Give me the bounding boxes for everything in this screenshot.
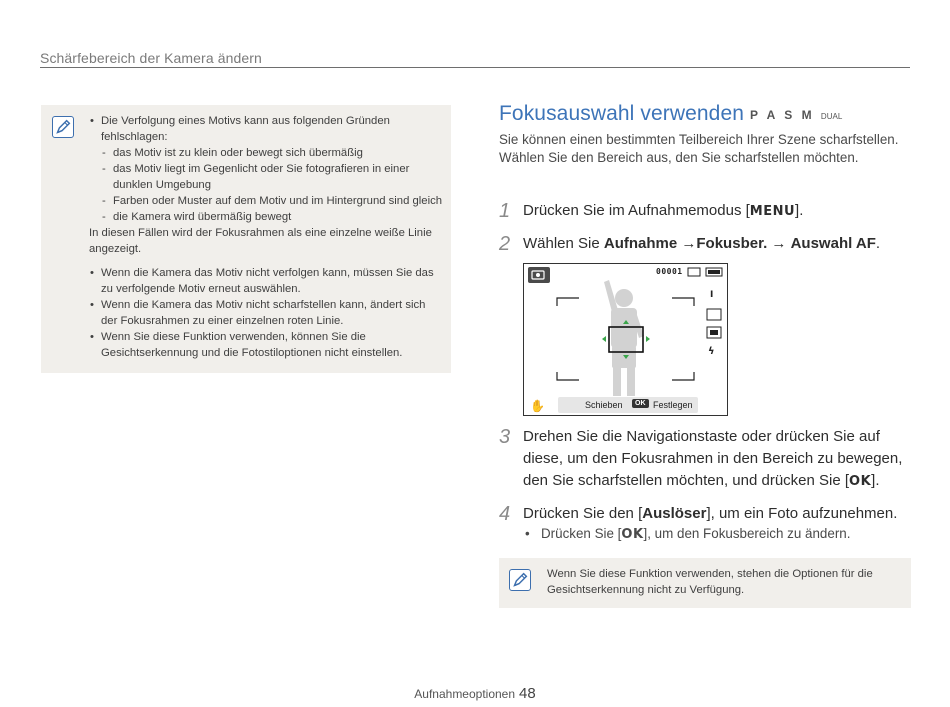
note-dash: - das Motiv liegt im Gegenlicht oder Sie fotografieren in einer dunklen Umgebung <box>89 161 443 193</box>
mode-icons: P A S M DUAL <box>750 108 843 122</box>
note-icon <box>509 569 531 591</box>
section-intro: Sie können einen bestimmten Teilbereich Ihrer Szene scharfstellen. Wählen Sie den Bereich aus, den Sie scharfstellen möchten. <box>499 132 899 165</box>
note-icon <box>52 116 74 138</box>
shot-counter: 00001 <box>656 267 683 276</box>
note-bullet: • Wenn Sie diese Funktion verwenden, können Sie die Gesichtserkennung und die Fotostiloptionen nicht einstellen. <box>89 329 443 361</box>
section-title: Fokusauswahl verwenden <box>499 102 745 125</box>
note-dash: - das Motiv ist zu klein oder bewegt sich übermäßig <box>89 145 443 161</box>
move-label: Schieben <box>585 400 623 410</box>
header-title: Schärfebereich der Kamera ändern <box>40 50 262 66</box>
header-rule <box>40 67 910 68</box>
note-dash: - Farben oder Muster auf dem Motiv und im Hintergrund sind gleich <box>89 193 443 209</box>
camera-guide-bar <box>558 397 698 413</box>
page-number: 48 <box>519 685 536 702</box>
right-note-text: Wenn Sie diese Funktion verwenden, stehen die Optionen für die Gesichtserkennung nicht zu Verfügung. <box>547 568 873 596</box>
note-bullet: • Wenn die Kamera das Motiv nicht scharfstellen kann, ändert sich der Fokusrahmen zu einer einzelnen roten Linie. <box>89 297 443 329</box>
note-bullet: • Wenn die Kamera das Motiv nicht verfolgen kann, müssen Sie das zu verfolgende Motiv erneut auswählen. <box>89 265 443 297</box>
left-note-box <box>41 105 451 373</box>
left-note-content <box>89 113 443 361</box>
right-note-box <box>499 558 911 608</box>
page-footer <box>0 685 950 702</box>
footer-section: Aufnahmeoptionen <box>414 687 516 701</box>
fix-label: Festlegen <box>653 400 693 410</box>
note-dash: - die Kamera wird übermäßig bewegt <box>89 209 443 225</box>
ok-badge: OK <box>632 399 649 408</box>
note-bullet: • Die Verfolgung eines Motivs kann aus folgenden Gründen fehlschlagen: <box>89 113 443 145</box>
note-plain: In diesen Fällen wird der Fokusrahmen als eine einzelne weiße Linie angezeigt. <box>89 227 432 255</box>
camera-screen <box>523 263 728 416</box>
step-4-sub-bullet: • Drücken Sie [OK], um den Fokusbereich zu ändern. <box>523 526 850 542</box>
svg-text:I: I <box>710 290 714 300</box>
svg-text:ϟ: ϟ <box>708 346 715 357</box>
svg-text:✋: ✋ <box>530 399 545 413</box>
